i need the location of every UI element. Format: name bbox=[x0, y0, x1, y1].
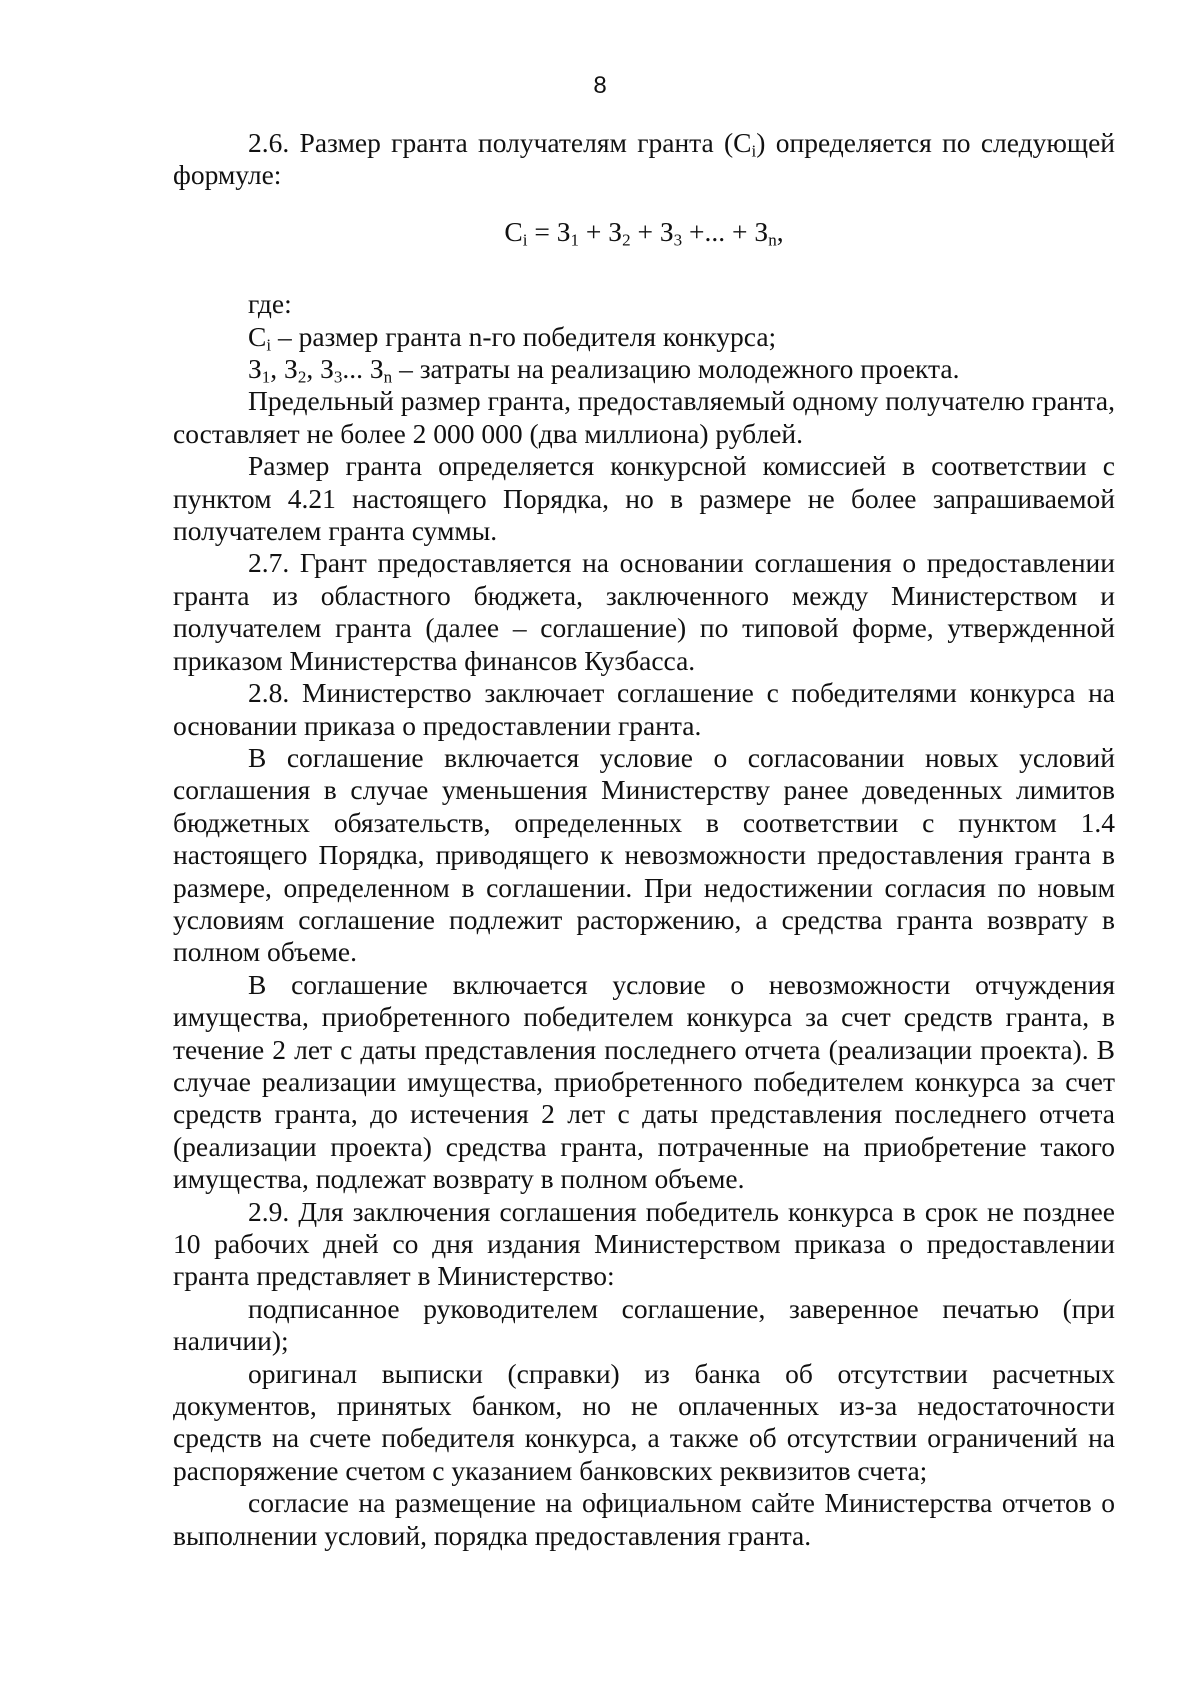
definition-ci: $С_i$ – размер гранта n-го победителя конкурса; bbox=[248, 320, 777, 354]
document-body bbox=[173, 127, 1115, 1552]
paragraph-property-alienation: В соглашение включается условие о невозможности отчуждения имущества, приобретенного победителем конкурса за счет средств гранта, в течение 2 лет с даты представления последнего отчета (реализации проекта). В случае реализации имущества, приобретенного победителем конкурса за счет средств гранта, до истечения 2 лет с даты представления последнего отчета (реализации проекта) средства гранта, потраченные на приобретение такого имущества, подлежат возврату в полном объеме. bbox=[173, 968, 1115, 1195]
paragraph-new-conditions: В соглашение включается условие о согласовании новых условий соглашения в случае уменьшения Министерству ранее доведенных лимитов бюджетных обязательств, определенных в соответствии с пунктом 1.4 настоящего Порядка, приводящего к невозможности предоставления гранта в размере, определенном в соглашении. При недостижении согласия по новым условиям соглашение подлежит расторжению, а средства гранта возврату в полном объеме. bbox=[173, 741, 1115, 968]
paragraph-grant-size: Размер гранта определяется конкурсной комиссией в соответствии с пунктом 4.21 настоящего Порядка, но в размере не более запрашиваемой получателем гранта суммы. bbox=[173, 450, 1115, 547]
list-item-bank-statement: оригинал выписки (справки) из банка об отсутствии расчетных документов, принятых банком, но не оплаченных из-за недостаточности средств на счете победителя конкурса, а также об отсутствии ограничений на распоряжение счетом с указанием банковских реквизитов счета; bbox=[173, 1357, 1115, 1486]
page-number: 8 bbox=[593, 72, 607, 99]
list-item-consent: согласие на размещение на официальном сайте Министерства отчетов о выполнении условий, порядка предоставления гранта. bbox=[173, 1487, 1115, 1551]
paragraph-2-9: 2.9. Для заключения соглашения победитель конкурса в срок не позднее 10 рабочих дней со дня издания Министерством приказа о предоставлении гранта представляет в Министерство: bbox=[173, 1195, 1115, 1292]
where-label: где: bbox=[248, 288, 292, 320]
paragraph-max-grant: Предельный размер гранта, предоставляемый одному получателю гранта, составляет не более 2 000 000 (два миллиона) рублей. bbox=[173, 385, 1115, 449]
grant-formula: $С_i = З_1 + З_2 + З_3$ +... + $З_n$, bbox=[504, 215, 784, 250]
paragraph-2-7: 2.7. Грант предоставляется на основании соглашения о предоставлении гранта из областного бюджета, заключенного между Министерством и получателем гранта (далее – соглашение) по типовой форме, утвержденной приказом Министерства финансов Кузбасса. bbox=[173, 547, 1115, 676]
list-item-signed-agreement: подписанное руководителем соглашение, заверенное печатью (при наличии); bbox=[173, 1292, 1115, 1357]
paragraph-2-8: 2.8. Министерство заключает соглашение с победителями конкурса на основании приказа о предоставлении гранта. bbox=[173, 677, 1115, 741]
definition-costs: $З_1$, $З_2$, $З_3$... $З_n$ – затраты на реализацию молодежного проекта. bbox=[248, 353, 960, 387]
paragraph-2-6: 2.6. Размер гранта получателям гранта $(С_i)$ определяется по следующей формуле: bbox=[173, 127, 1115, 191]
